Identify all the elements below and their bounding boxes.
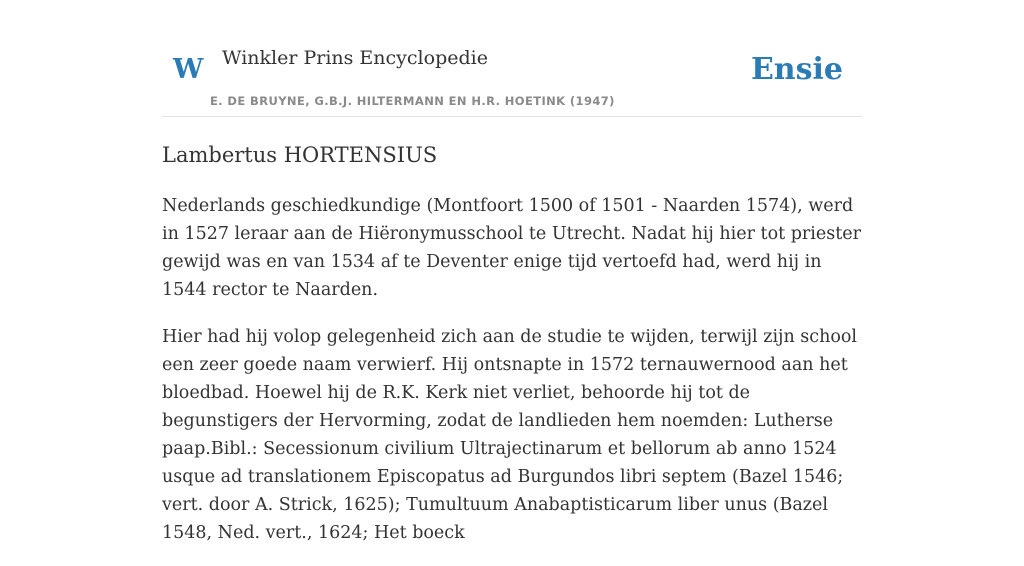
article-paragraph: Nederlands geschiedkundige (Montfoort 1500 of 1501 - Naarden 1574), werd in 1527 leraar aan de Hiëronymusschool te Utrecht. Nadat hij hier tot priester gewijd was en van 1534 af te Deventer enige tijd vertoefd had, werd hij in 1544 rector te Naarden. — [162, 196, 861, 300]
source-authors: E. DE BRUYNE, G.B.J. HILTERMANN EN H.R. HOETINK (1947) — [210, 94, 615, 108]
brand-logo[interactable]: Ensie — [750, 52, 843, 87]
article-title: Lambertus HORTENSIUS — [162, 143, 438, 167]
source-logo-icon[interactable]: W — [173, 54, 204, 85]
article-paragraph: Hier had hij volop gelegenheid zich aan de studie te wijden, terwijl zijn school een zeer goede naam verwierf. Hij ontsnapte in 1572 ternauwernood aan het bloedbad. Hoewel hij de R.K. Kerk niet verliet, behoorde hij tot de begunstigers der Hervorming, zodat de landlieden hem noemden: Lutherse paap.Bibl.: Secessionum civilium Ultrajectinarum et bellorum ab anno 1524 usque ad translationem Episcopatus ad Burgundos libri septem (Bazel 1546; vert. door A. Strick, 1625); Tumultuum Anabaptisticarum liber unus (Bazel 1548, Ned. vert., 1624; Het boeck — [162, 327, 858, 543]
article-body — [162, 192, 867, 566]
source-header — [162, 0, 862, 117]
source-title[interactable]: Winkler Prins Encyclopedie — [222, 47, 488, 69]
